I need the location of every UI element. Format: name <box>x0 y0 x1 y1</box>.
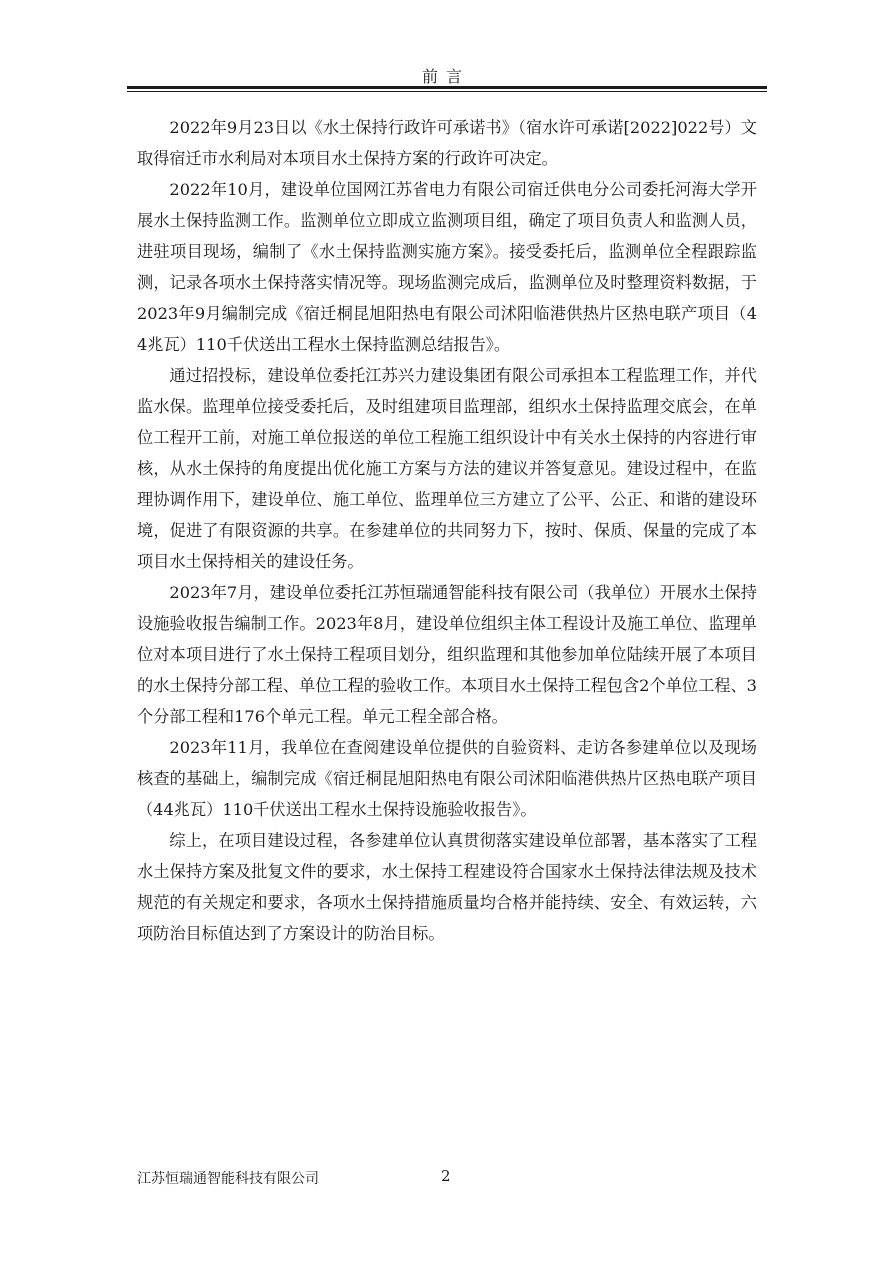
body-text <box>137 112 757 949</box>
paragraph-supervision: 通过招投标，建设单位委托江苏兴力建设集团有限公司承担本工程监理工作，并代监水保。监理单位接受委托后，及时组建项目监理部，组织水土保持监理交底会，在单位工程开工前，对施工单位报送的单位工程施工组织设计中有关水土保持的内容进行审核，从水土保持的角度提出优化施工方案与方法的建议并答复意见。建设过程中，在监理协调作用下，建设单位、施工单位、监理单位三方建立了公平、公正、和谐的建设环境，促进了有限资源的共享。在参建单位的共同努力下，按时、保质、保量的完成了本项目水土保持相关的建设任务。 <box>137 366 757 571</box>
paragraph-acceptance-preparation: 2023年7月，建设单位委托江苏恒瑞通智能科技有限公司（我单位）开展水土保持设施验收报告编制工作。2023年8月，建设单位组织主体工程设计及施工单位、监理单位对本项目进行了水土保持工程项目划分，组织监理和其他参加单位陆续开展了本项目的水土保持分部工程、单位工程的验收工作。本项目水土保持工程包含2个单位工程、3个分部工程和176个单元工程。单元工程全部合格。 <box>137 583 757 726</box>
page-number: 2 <box>441 1167 451 1185</box>
paragraph-report-completion: 2023年11月，我单位在查阅建设单位提供的自验资料、走访各参建单位以及现场核查的基础上，编制完成《宿迁桐昆旭阳热电有限公司沭阳临港供热片区热电联产项目（44兆瓦）110千伏送出工程水土保持设施验收报告》。 <box>137 738 757 819</box>
header-rule-thin <box>127 91 767 92</box>
paragraph-monitoring: 2022年10月，建设单位国网江苏省电力有限公司宿迁供电分公司委托河海大学开展水土保持监测工作。监测单位立即成立监测项目组，确定了项目负责人和监测人员，进驻项目现场，编制了《水土保持监测实施方案》。接受委托后，监测单位全程跟踪监测，记录各项水土保持落实情况等。现场监测完成后，监测单位及时整理资料数据，于2023年9月编制完成《宿迁桐昆旭阳热电有限公司沭阳临港供热片区热电联产项目（44兆瓦）110千伏送出工程水土保持监测总结报告》。 <box>137 180 757 354</box>
paragraph-summary: 综上，在项目建设过程，各参建单位认真贯彻落实建设单位部署，基本落实了工程水土保持方案及批复文件的要求，水土保持工程建设符合国家水土保持法律法规及技术规范的有关规定和要求，各项水土保持措施质量均合格并能持续、安全、有效运转，六项防治目标值达到了方案设计的防治目标。 <box>137 831 757 943</box>
page-header-title: 前言 <box>421 67 470 86</box>
paragraph-approval: 2022年9月23日以《水土保持行政许可承诺书》（宿水许可承诺[2022]022号）文取得宿迁市水利局对本项目水土保持方案的行政许可决定。 <box>137 118 757 168</box>
header-rule-thick <box>127 86 767 89</box>
footer-company-name: 江苏恒瑞通智能科技有限公司 <box>137 1171 319 1187</box>
